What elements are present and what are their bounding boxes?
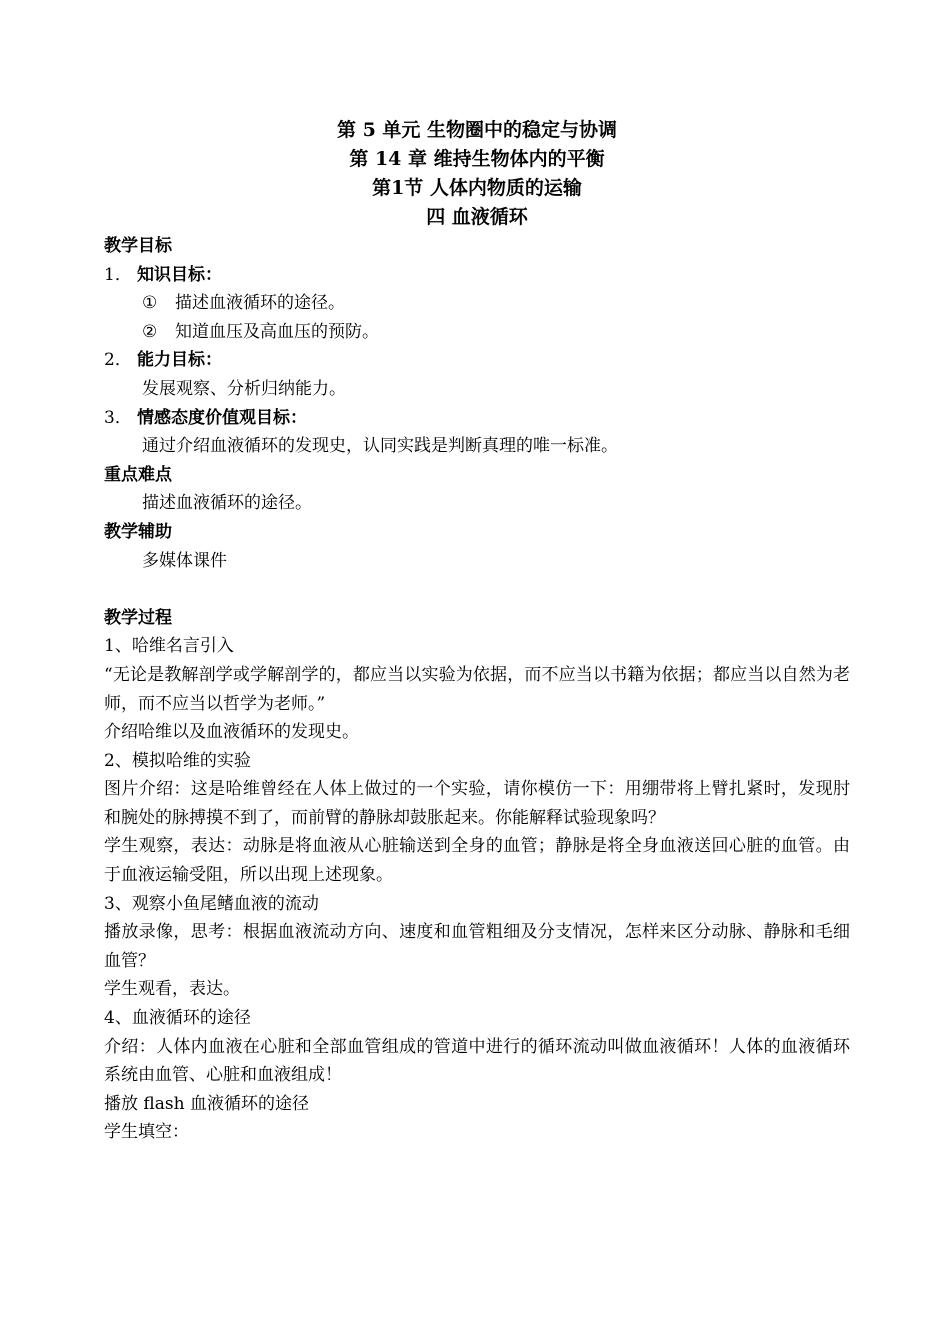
ability-goal xyxy=(104,346,850,375)
emotion-goal-label: 情感态度价值观目标： xyxy=(137,407,307,428)
document-body xyxy=(104,232,850,1147)
process-paragraph: 学生填空： xyxy=(104,1122,189,1143)
ability-goal-label: 能力目标： xyxy=(137,350,222,371)
ability-goal-number: 2． xyxy=(104,350,132,371)
unit-title: 第 5 单元 生物圈中的稳定与协调 xyxy=(336,119,618,141)
process-paragraph: 学生观察，表达：动脉是将血液从心脏输送到全身的血管；静脉是将全身血液送回心脏的血管。由于血液运输受阻，所以出现上述现象。 xyxy=(104,836,850,886)
aids-text: 多媒体课件 xyxy=(142,550,227,571)
process-step-2: 2、模拟哈维的实验 xyxy=(104,750,251,771)
emotion-goal xyxy=(104,404,850,433)
process-heading: 教学过程 xyxy=(104,607,172,628)
emotion-goal-text: 通过介绍血液循环的发现史，认同实践是判断真理的唯一标准。 xyxy=(142,436,618,457)
circled-number: ① xyxy=(142,293,158,314)
knowledge-item-text: 知道血压及高血压的预防。 xyxy=(175,321,379,342)
lesson-title: 四 血液循环 xyxy=(426,206,528,228)
goals-heading: 教学目标 xyxy=(104,236,172,256)
knowledge-goal xyxy=(104,261,850,290)
process-step-4: 4、血液循环的途径 xyxy=(104,1008,251,1029)
page-content xyxy=(104,116,850,1147)
circled-number: ② xyxy=(142,321,158,342)
process-paragraph: 图片介绍：这是哈维曾经在人体上做过的一个实验，请你模仿一下：用绷带将上臂扎紧时，发现肘和腕处的脉搏摸不到了，而前臂的静脉却鼓胀起来。你能解释试验现象吗？ xyxy=(104,779,850,828)
process-step-1: 1、哈维名言引入 xyxy=(104,636,234,657)
title-block xyxy=(104,116,850,232)
process-paragraph: 介绍：人体内血液在心脏和全部血管组成的管道中进行的循环流动叫做血液循环！人体的血液循环系统由血管、心脏和血液组成！ xyxy=(104,1036,850,1086)
aids-heading: 教学辅助 xyxy=(104,521,172,542)
process-paragraph: 播放 flash 血液循环的途径 xyxy=(104,1093,309,1114)
knowledge-item xyxy=(104,318,850,347)
section-title: 第1节 人体内物质的运输 xyxy=(372,177,582,199)
knowledge-goal-number: 1． xyxy=(104,264,132,285)
blank-line xyxy=(104,575,850,604)
process-paragraph: 介绍哈维以及血液循环的发现史。 xyxy=(104,722,359,743)
chapter-title: 第 14 章 维持生物体内的平衡 xyxy=(349,148,605,170)
key-points-text: 描述血液循环的途径。 xyxy=(142,493,312,514)
process-step-3: 3、观察小鱼尾鳍血液的流动 xyxy=(104,893,319,914)
emotion-goal-number: 3． xyxy=(104,407,132,428)
ability-goal-text: 发展观察、分析归纳能力。 xyxy=(142,378,346,399)
process-paragraph: 播放录像，思考：根据血液流动方向、速度和血管粗细及分支情况，怎样来区分动脉、静脉和毛细血管？ xyxy=(104,922,850,971)
harvey-quote: “无论是教解剖学或学解剖学的，都应当以实验为依据，而不应当以书籍为依据；都应当以自然为老师，而不应当以哲学为老师。” xyxy=(104,664,850,714)
key-points-heading: 重点难点 xyxy=(104,464,172,485)
knowledge-goal-label: 知识目标： xyxy=(137,264,222,285)
process-paragraph: 学生观看，表达。 xyxy=(104,979,240,1000)
knowledge-item xyxy=(104,289,850,318)
knowledge-item-text: 描述血液循环的途径。 xyxy=(175,293,345,314)
